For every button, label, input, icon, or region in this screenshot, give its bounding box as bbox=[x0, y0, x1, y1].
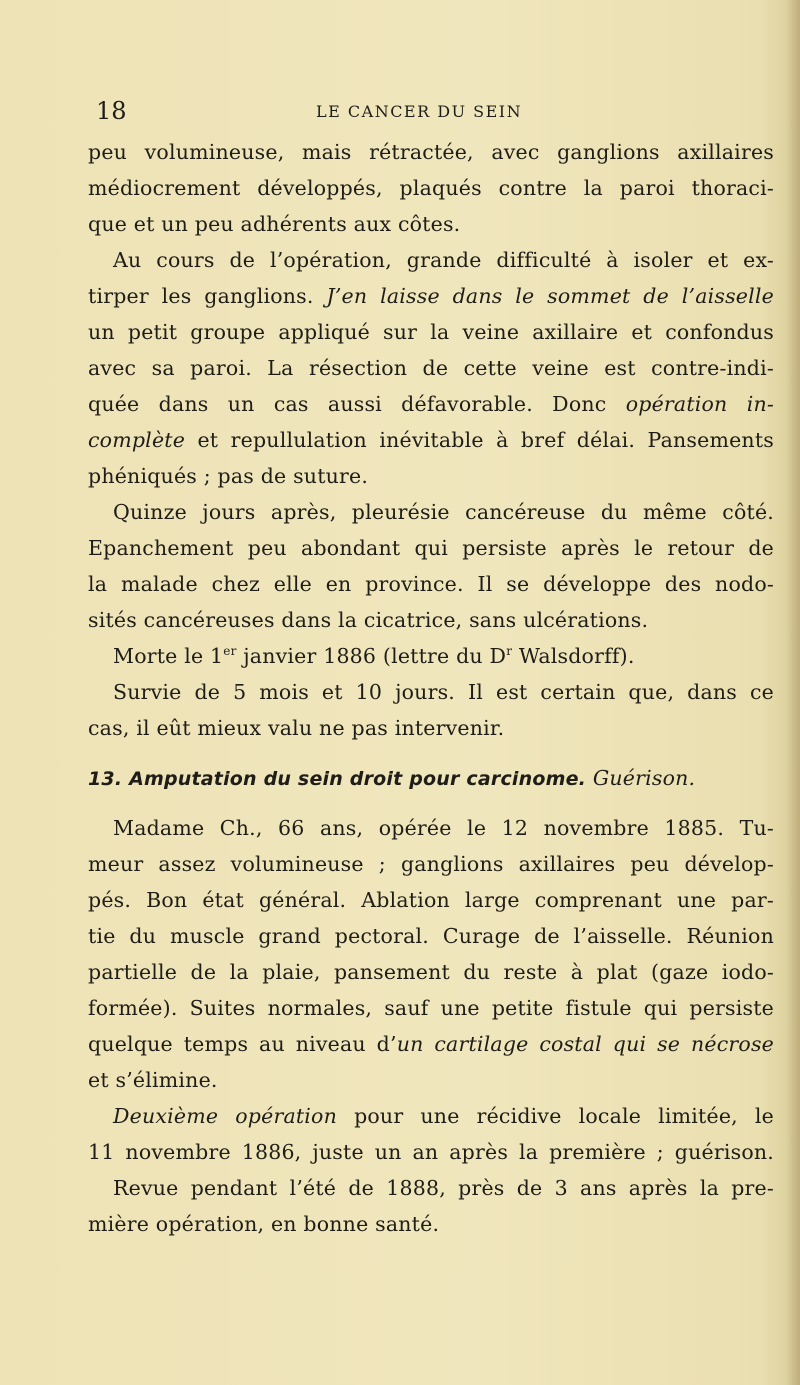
case-heading-title: 13. Amputation du sein droit pour carcinome. bbox=[88, 768, 587, 790]
body-text bbox=[88, 134, 774, 1242]
text-line bbox=[88, 674, 774, 710]
case-heading bbox=[88, 760, 774, 796]
text-span: mière opération, en bonne santé. bbox=[88, 1212, 440, 1236]
text-span: peu volumineuse, mais rétractée, avec ganglions axillaires bbox=[88, 140, 774, 164]
text-line bbox=[88, 494, 774, 530]
text-span: avec sa paroi. La résection de cette veine est contre-indi- bbox=[88, 356, 774, 380]
text-line bbox=[88, 1170, 774, 1206]
text-line bbox=[88, 1026, 774, 1062]
text-line bbox=[88, 170, 774, 206]
text-line bbox=[88, 242, 774, 278]
text-span: Madame Ch., 66 ans, opérée le 12 novembre 1885. Tu- bbox=[113, 816, 774, 840]
text-span: et repullulation inévitable à bref délai. Pansements bbox=[185, 428, 774, 452]
text-span: Epanchement peu abondant qui persiste après le retour de bbox=[88, 536, 774, 560]
running-title: LE CANCER DU SEIN bbox=[316, 102, 523, 121]
text-line bbox=[88, 530, 774, 566]
text-span: phéniqués ; pas de suture. bbox=[88, 464, 369, 488]
italic-span: Deuxième opération bbox=[113, 1104, 338, 1128]
italic-span: complète bbox=[88, 428, 186, 452]
case-heading-outcome: Guérison. bbox=[586, 766, 696, 790]
text-line bbox=[88, 206, 774, 242]
text-span: et s’élimine. bbox=[88, 1068, 218, 1092]
text-span: la malade chez elle en province. Il se développe des nodo- bbox=[88, 572, 774, 596]
text-span: quée dans un cas aussi défavorable. Donc bbox=[88, 392, 626, 416]
text-span: Quinze jours après, pleurésie cancéreuse du même côté. bbox=[113, 500, 774, 524]
text-line bbox=[88, 918, 774, 954]
italic-span: un cartilage costal qui se nécrose bbox=[396, 1032, 775, 1056]
text-line bbox=[88, 566, 774, 602]
text-span: 11 novembre 1886, juste un an après la première ; guérison. bbox=[88, 1140, 774, 1164]
text-line bbox=[88, 1134, 774, 1170]
text-line bbox=[88, 846, 774, 882]
text-line bbox=[88, 990, 774, 1026]
text-line bbox=[88, 458, 774, 494]
text-line bbox=[88, 134, 774, 170]
superscript: r bbox=[506, 644, 513, 659]
text-span: tie du muscle grand pectoral. Curage de l’aisselle. Réunion bbox=[88, 924, 774, 948]
page-edge-shadow bbox=[786, 0, 800, 1385]
text-line bbox=[88, 386, 774, 422]
text-span: pour une récidive locale limitée, le bbox=[337, 1104, 775, 1128]
text-span: que et un peu adhérents aux côtes. bbox=[88, 212, 461, 236]
text-span: sités cancéreuses dans la cicatrice, sans ulcérations. bbox=[88, 608, 649, 632]
text-span: quelque temps au niveau d’ bbox=[88, 1032, 397, 1056]
text-span: cas, il eût mieux valu ne pas intervenir. bbox=[88, 716, 505, 740]
text-span: Au cours de l’opération, grande difficulté à isoler et ex- bbox=[113, 248, 774, 272]
text-line bbox=[88, 350, 774, 386]
text-span: Walsdorff). bbox=[512, 644, 635, 668]
text-span: meur assez volumineuse ; ganglions axillaires peu dévelop- bbox=[88, 852, 774, 876]
text-span: pés. Bon état général. Ablation large comprenant une par- bbox=[88, 888, 774, 912]
text-line bbox=[88, 1206, 774, 1242]
text-span: formée). Suites normales, sauf une petite fistule qui persiste bbox=[88, 996, 774, 1020]
italic-span: opération in- bbox=[625, 392, 775, 416]
section-gap bbox=[88, 746, 774, 760]
text-span: Survie de 5 mois et 10 jours. Il est certain que, dans ce bbox=[113, 680, 774, 704]
text-line bbox=[88, 422, 774, 458]
page-header bbox=[0, 96, 800, 126]
italic-span: J’en laisse dans le sommet de l’aisselle bbox=[326, 284, 774, 308]
page-number: 18 bbox=[96, 97, 127, 125]
text-line bbox=[88, 638, 774, 674]
text-line bbox=[88, 1062, 774, 1098]
text-line bbox=[88, 1098, 774, 1134]
text-span: médiocrement développés, plaqués contre la paroi thoraci- bbox=[88, 176, 774, 200]
text-line bbox=[88, 314, 774, 350]
text-line bbox=[88, 954, 774, 990]
section-gap bbox=[88, 796, 774, 810]
text-span: tirper les ganglions. bbox=[88, 284, 327, 308]
text-span: partielle de la plaie, pansement du reste à plat (gaze iodo- bbox=[88, 960, 774, 984]
text-line bbox=[88, 278, 774, 314]
text-span: janvier 1886 (lettre du D bbox=[236, 644, 507, 668]
text-line bbox=[88, 810, 774, 846]
text-line bbox=[88, 602, 774, 638]
text-span: Revue pendant l’été de 1888, près de 3 ans après la pre- bbox=[113, 1176, 774, 1200]
text-line bbox=[88, 710, 774, 746]
text-span: Morte le 1 bbox=[113, 644, 224, 668]
text-line bbox=[88, 882, 774, 918]
superscript: er bbox=[223, 644, 237, 659]
text-span: un petit groupe appliqué sur la veine axillaire et confondus bbox=[88, 320, 774, 344]
